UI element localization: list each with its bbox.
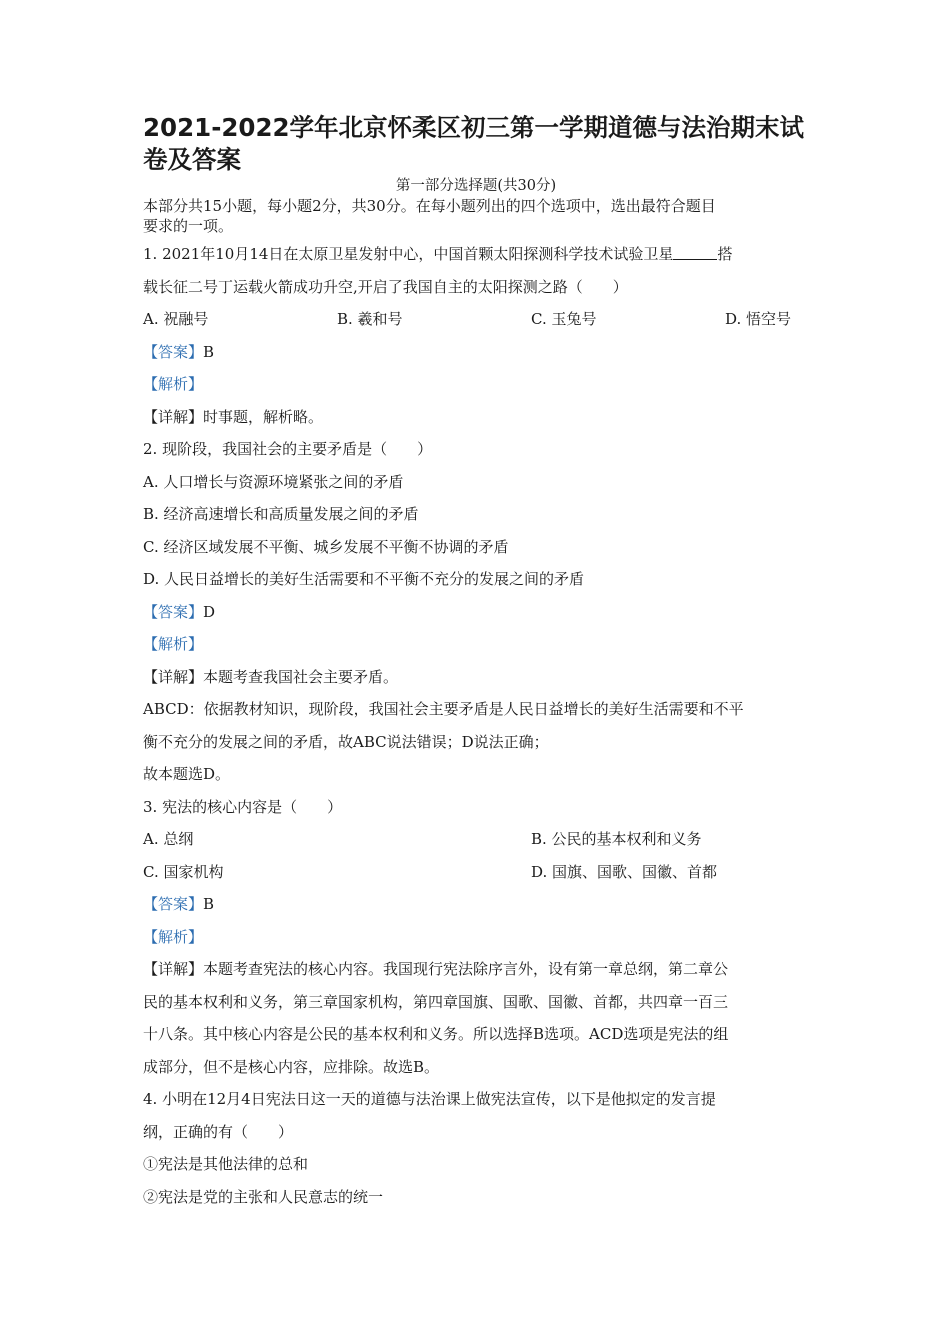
q2-stem: 2. 现阶段，我国社会的主要矛盾是（ ）: [143, 440, 433, 458]
analysis-tag: 【解析】: [143, 635, 204, 653]
q2-option-b: B. 经济高速增长和高质量发展之间的矛盾: [143, 505, 419, 523]
intro-line-2: 要求的一项。: [143, 217, 234, 235]
q3-option-a: A. 总纲: [143, 830, 194, 848]
q1-stem-text-end: 搭: [717, 245, 733, 263]
document-title: 2021-2022学年北京怀柔区初三第一学期道德与法治期末试卷及答案: [143, 113, 805, 174]
q3-option-c: C. 国家机构: [143, 862, 224, 881]
q1-stem-line-2: 载长征二号丁运载火箭成功升空,开启了我国自主的太阳探测之路（ ）: [143, 277, 628, 296]
q2-answer: [143, 596, 809, 629]
q3-stem: 3. 宪法的核心内容是（ ）: [143, 797, 343, 816]
q1-option-a: A. 祝融号: [143, 310, 209, 328]
q4-stem-line-1: 4. 小明在12月4日宪法日这一天的道德与法治课上做宪法宣传，以下是他拟定的发言提: [143, 1090, 716, 1108]
answer-tag: 【答案】: [143, 602, 204, 621]
q2-option-a: A. 人口增长与资源环境紧张之间的矛盾: [143, 472, 404, 491]
q2-detail: [143, 661, 809, 694]
q4-stem-line-2: 纲，正确的有（ ）: [143, 1122, 294, 1141]
q1-option-d: D. 悟空号: [725, 310, 792, 328]
detail-tag: 【详解】: [143, 407, 204, 426]
q3-detail-line-1: [143, 953, 809, 986]
q2-analysis: [143, 628, 809, 661]
q3-detail-line-2: 民的基本权利和义务，第三章国家机构，第四章国旗、国歌、国徽、首都，共四章一百三: [143, 992, 729, 1011]
q1-answer: [143, 336, 809, 369]
q1-stem-text: 1. 2021年10月14日在太原卫星发射中心，中国首颗太阳探测科学技术试验卫星: [143, 245, 674, 263]
q1-detail: [143, 401, 809, 434]
q2-explain-line-1: ABCD：依据教材知识，现阶段，我国社会主要矛盾是人民日益增长的美好生活需要和不平: [143, 700, 744, 718]
analysis-tag: 【解析】: [143, 927, 204, 946]
q3-option-d: D. 国旗、国歌、国徽、首都: [531, 862, 718, 881]
q2-option-c: C. 经济区域发展不平衡、城乡发展不平衡不协调的矛盾: [143, 537, 509, 556]
answer-tag: 【答案】: [143, 342, 204, 361]
detail-tag: 【详解】: [143, 667, 204, 686]
q2-explain-line-3: 故本题选D。: [143, 765, 231, 783]
q3-detail-line-4: 成部分，但不是核心内容，应排除。故选B。: [143, 1057, 440, 1076]
q2-explain-line-2: 衡不充分的发展之间的矛盾，故ABC说法错误；D说法正确；: [143, 732, 549, 751]
q1-option-b: B. 羲和号: [337, 310, 403, 328]
q2-answer-value: D: [203, 602, 216, 621]
q4-item-1: ①宪法是其他法律的总和: [143, 1155, 309, 1173]
q3-options-row-1: [143, 823, 809, 856]
q3-detail-text: 本题考查宪法的核心内容。我国现行宪法除序言外，设有第一章总纲，第二章公: [203, 960, 729, 978]
q1-analysis: [143, 368, 809, 401]
answer-tag: 【答案】: [143, 895, 204, 913]
q1-stem: [143, 238, 809, 271]
q2-option-d: D. 人民日益增长的美好生活需要和不平衡不充分的发展之间的矛盾: [143, 570, 585, 588]
document-page: [143, 112, 809, 1213]
q3-answer: [143, 888, 809, 921]
q1-options: [143, 303, 809, 336]
analysis-tag: 【解析】: [143, 375, 204, 393]
q1-detail-text: 时事题，解析略。: [203, 407, 324, 426]
q3-option-b: B. 公民的基本权利和义务: [531, 830, 702, 848]
q1-option-c: C. 玉兔号: [531, 310, 597, 328]
q4-item-2: ②宪法是党的主张和人民意志的统一: [143, 1187, 384, 1206]
detail-tag: 【详解】: [143, 960, 204, 978]
q3-answer-value: B: [203, 895, 215, 913]
q2-detail-text: 本题考查我国社会主要矛盾。: [203, 667, 399, 686]
q3-options-row-2: [143, 856, 809, 889]
q3-analysis: [143, 921, 809, 954]
q1-answer-blank: [673, 245, 717, 260]
intro-line-1: 本部分共15小题，每小题2分，共30分。在每小题列出的四个选项中，选出最符合题目: [143, 197, 716, 215]
q1-answer-value: B: [203, 342, 215, 361]
q3-detail-line-3: 十八条。其中核心内容是公民的基本权利和义务。所以选择B选项。ACD选项是宪法的组: [143, 1025, 729, 1043]
section-heading: 第一部分选择题(共30分): [395, 178, 557, 194]
